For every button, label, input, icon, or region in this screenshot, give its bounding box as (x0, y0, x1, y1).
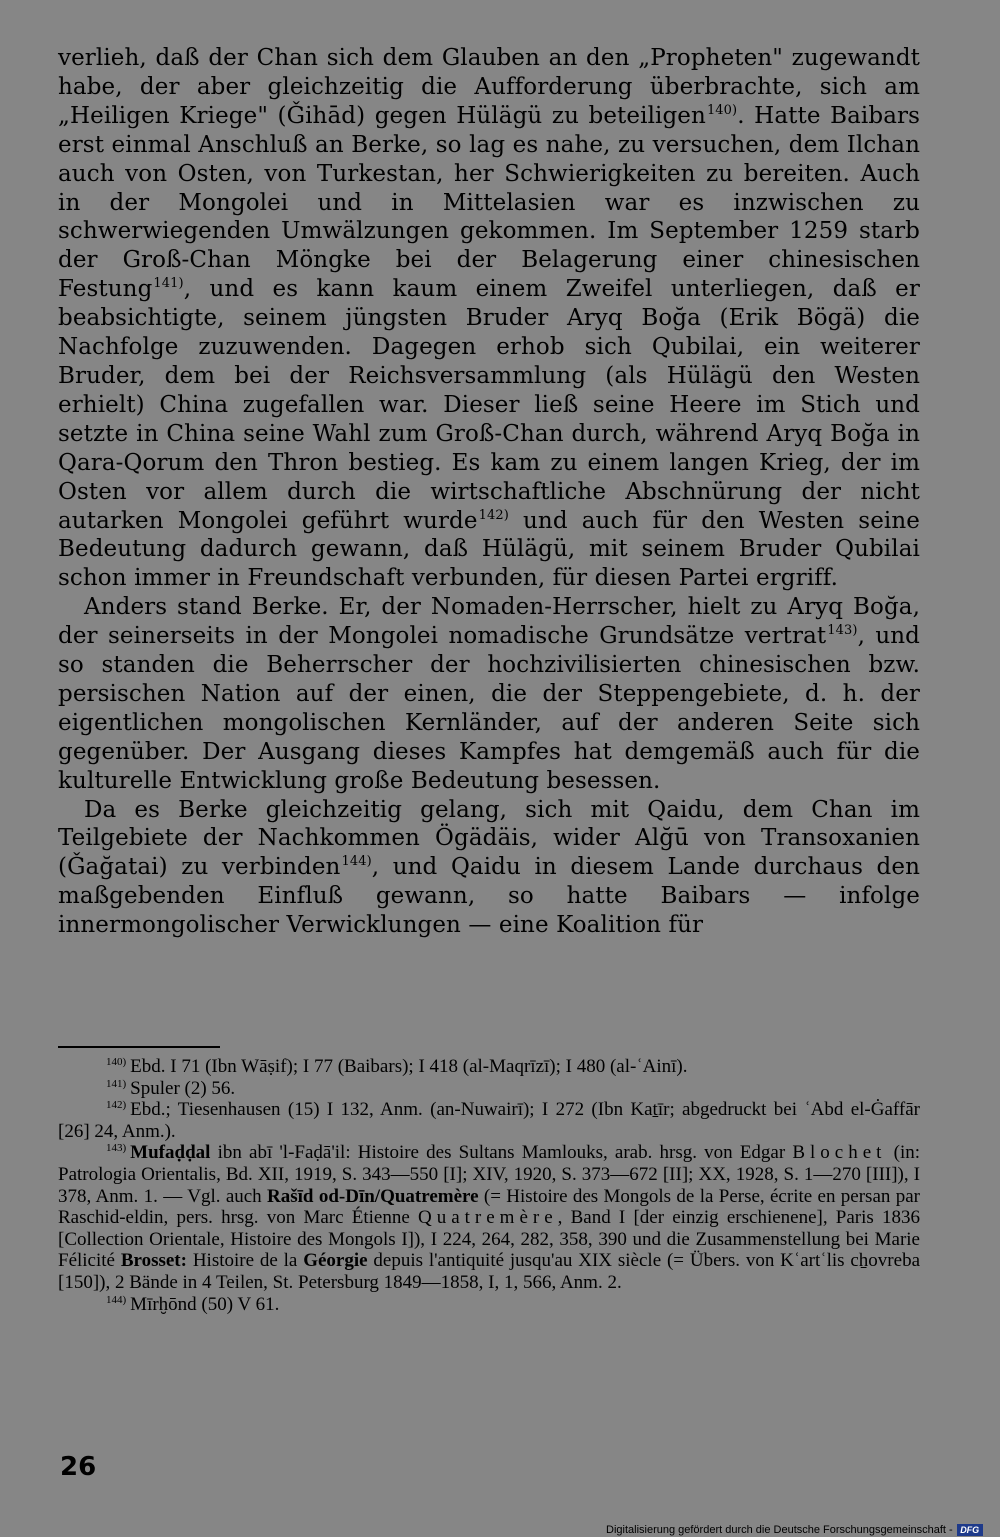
footnote-ref-141: 141) (153, 276, 184, 292)
paragraph-3: Da es Berke gleichzeitig gelang, sich mit Qaidu, dem Chan im Teilgebiete der Nachkommen Ögädäis, wider Alğū von Transoxanien (Ǧağatai) zu verbinden$^{144)}$, und Qaidu in diesem Lande durchaus den maßgebenden Einfluß gewann, so hatte Baibars — infolge innermongolischer Verwicklungen — eine Koalition für (58, 796, 921, 939)
footnote-142: $^{142)}$ Ebd.; Tiesenhausen (15) I 132, Anm. (an-Nuwairī); I 272 (Ibn Kaṯīr; abgedruckt bei ʿAbd el-Ġaffār [26] 24, Anm.). (58, 1099, 920, 1142)
footnote-143: $^{143)}$ Mufaḍḍal ibn abī 'l-Faḍā'il: Histoire des Sultans Mamlouks, arab. hrsg. von Edgar Blochet (in: Patrologia Orientalis, Bd. XII, 1919, S. 343—550 [I]; XIV, 1920, S. 373—672 [II]; XX, 1928, S. 1—270 [III]), I 378, Anm. 1. — Vgl. auch Rašīd od-Dīn/Quatremère (= Histoire des Mongols de la Perse, écrite en persan par Raschid-eldin, pers. hrsg. von Marc Étienne Quatremère, Band I [der einzig erschienene], Paris 1836 [Collection Orientale, Histoire des Mongols I]), I 224, 264, 282, 358, 390 und die Zusammenstellung bei Marie Félicité Brosset: Histoire de la Géorgie depuis l'antiquité jusqu'au XIX siècle (= Übers. von Kʿartʿlis cẖovreba [150]), 2 Bände in 4 Teilen, St. Petersburg 1849—1858, I, 1, 566, Anm. 2. (58, 1142, 920, 1293)
footnotes (58, 1056, 920, 1315)
dfg-logo-icon: DFG (957, 1524, 983, 1536)
footnote-ref-140: 140) (706, 102, 738, 118)
paragraph-2: Anders stand Berke. Er, der Nomaden-Herrscher, hielt zu Aryq Boğa, der seinerseits in der Mongolei nomadische Grundsätze vertrat$^{143)}$, und so standen die Beherrscher der hochzivilisierten chinesischen bzw. persischen Nation auf der einen, die der Steppengebiete, d. h. der eigentlichen mongolischen Kernländer, auf der anderen Seite sich gegenüber. Der Ausgang dieses Kampfes hat demgemäß auch für die kulturelle Entwicklung große Bedeutung besessen. (58, 594, 920, 794)
paragraph-1: verlieh, daß der Chan sich dem Glauben an den „Propheten" zugewandt habe, der aber gleichzeitig die Aufforderung überbrachte, sich am „Heiligen Kriege" (Ǧihād) gegen Hülägü zu beteiligen$^{140)}$. Hatte Baibars erst einmal Anschluß an Berke, so lag es nahe, zu versuchen, dem Ilchan auch von Osten, von Turkestan, her Schwierigkeiten zu bereiten. Auch in der Mongolei und in Mittelasien war es inzwischen zu schwerwiegenden Umwälzungen gekommen. Im September 1259 starb der Groß-Chan Möngke bei der Belagerung einer chinesischen Festung$^{141)}$, und es kann kaum einem Zweifel unterliegen, daß er beabsichtigte, seinem jüngsten Bruder Aryq Boğa (Erik Bögä) die Nachfolge zuzuwenden. Dagegen erhob sich Qubilai, ein weiterer Bruder, dem bei der Reichsversammlung (als Hülägü den Westen erhielt) China zugefallen war. Dieser ließ seine Heere im Stich und setzte in China seine Wahl zum Groß-Chan durch, während Aryq Boğa in Qara-Qorum den Thron bestieg. Es kam zu einem langen Krieg, der im Osten vor allem durch die wirtschaftliche Abschnürung der nicht autarken Mongolei geführt wurde$^{142)}$ und auch für den Westen seine Bedeutung dadurch gewann, daß Hülägü, mit seinem Bruder Qubilai schon immer in Freundschaft verbunden, für diesen Partei ergriff. (58, 45, 920, 592)
footnote-ref-143: 143) (827, 623, 858, 639)
digitization-credit (606, 1522, 983, 1537)
footnote-ref-144: 144) (341, 854, 372, 870)
footnote-144: $^{144)}$ Mīrḫōnd (50) V 61. (106, 1293, 280, 1315)
footnote-ref-142: 142) (478, 507, 509, 523)
footnote-divider (58, 1046, 220, 1048)
footnote-141: $^{141)}$ Spuler (2) 56. (106, 1077, 236, 1099)
credit-text: Digitalisierung gefördert durch die Deutsche Forschungsgemeinschaft - (606, 1523, 953, 1536)
page-number: 26 (60, 1452, 97, 1482)
main-text (58, 44, 920, 940)
footnote-140: $^{140)}$ Ebd. I 71 (Ibn Wāṣif); I 77 (Baibars); I 418 (al-Maqrīzī); I 480 (al-ʿAinī). (106, 1056, 688, 1077)
